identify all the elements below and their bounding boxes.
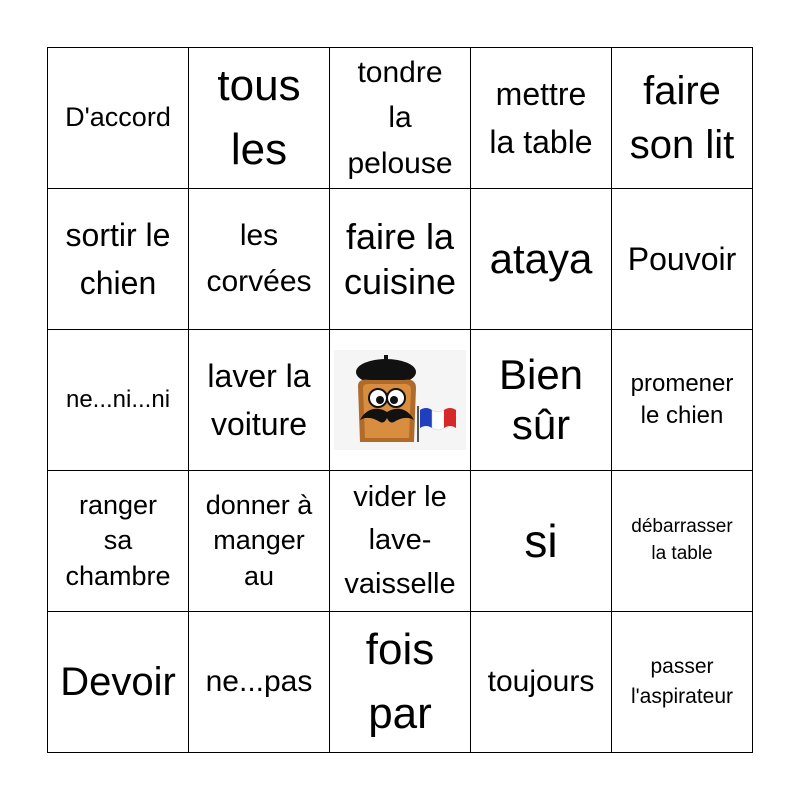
bingo-free-space[interactable] — [330, 330, 471, 471]
bingo-cell-text: Devoir — [60, 660, 176, 704]
bingo-cell[interactable] — [48, 48, 189, 189]
bingo-cell[interactable] — [189, 471, 330, 612]
bingo-cell-text: promener le chien — [630, 369, 734, 429]
bingo-cell-text: fois par — [365, 625, 435, 738]
bingo-cell[interactable] — [189, 612, 330, 753]
bingo-board — [47, 47, 753, 753]
bingo-cell-text: donner à manger au — [205, 489, 313, 591]
bingo-cell-text: ataya — [489, 234, 593, 282]
bingo-cell[interactable] — [471, 330, 612, 471]
bingo-cell[interactable] — [612, 48, 753, 189]
bingo-cell[interactable] — [189, 189, 330, 330]
bingo-cell[interactable] — [189, 330, 330, 471]
bingo-cell-text: ne...pas — [205, 665, 313, 699]
bingo-cell-text: tondre la pelouse — [347, 55, 453, 180]
bingo-cell[interactable] — [471, 612, 612, 753]
bingo-cell-text: vider le lave- vaisselle — [344, 480, 456, 600]
bingo-cell[interactable] — [48, 471, 189, 612]
bingo-cell-text: toujours — [487, 665, 595, 699]
bingo-cell[interactable] — [48, 612, 189, 753]
bingo-cell-text: passer l'aspirateur — [630, 654, 734, 708]
bingo-cell[interactable] — [48, 189, 189, 330]
bingo-cell[interactable] — [189, 48, 330, 189]
beret-toast-mustache-french-flag-icon — [334, 350, 466, 450]
bingo-cell[interactable] — [471, 48, 612, 189]
bingo-cell-text: les corvées — [206, 219, 312, 298]
bingo-cell[interactable] — [330, 612, 471, 753]
bingo-cell-text: faire la cuisine — [343, 216, 457, 302]
bingo-cell-text: sortir le chien — [65, 217, 171, 301]
bingo-cell-text: Bien sûr — [498, 350, 584, 448]
bingo-cell[interactable] — [612, 330, 753, 471]
bingo-cell[interactable] — [330, 48, 471, 189]
bingo-cell-text: D'accord — [65, 102, 171, 133]
bingo-cell-text: laver la voiture — [207, 358, 311, 442]
bingo-cell-text: faire son lit — [629, 69, 735, 167]
bingo-cell[interactable] — [612, 471, 753, 612]
bingo-cell-text: tous les — [217, 61, 301, 174]
bingo-cell-text: mettre la table — [489, 76, 593, 160]
bingo-cell-text: Pouvoir — [627, 241, 737, 277]
bingo-cell[interactable] — [612, 612, 753, 753]
bingo-cell-text: débarrasser la table — [631, 516, 733, 564]
bingo-cell-text: ne...ni...ni — [65, 385, 171, 413]
bingo-cell[interactable] — [471, 471, 612, 612]
bingo-cell[interactable] — [330, 189, 471, 330]
bingo-cell-text: ranger sa chambre — [65, 489, 171, 591]
bingo-cell-text: si — [524, 515, 558, 567]
bingo-cell[interactable] — [48, 330, 189, 471]
bingo-cell[interactable] — [612, 189, 753, 330]
bingo-cell[interactable] — [330, 471, 471, 612]
bingo-cell[interactable] — [471, 189, 612, 330]
